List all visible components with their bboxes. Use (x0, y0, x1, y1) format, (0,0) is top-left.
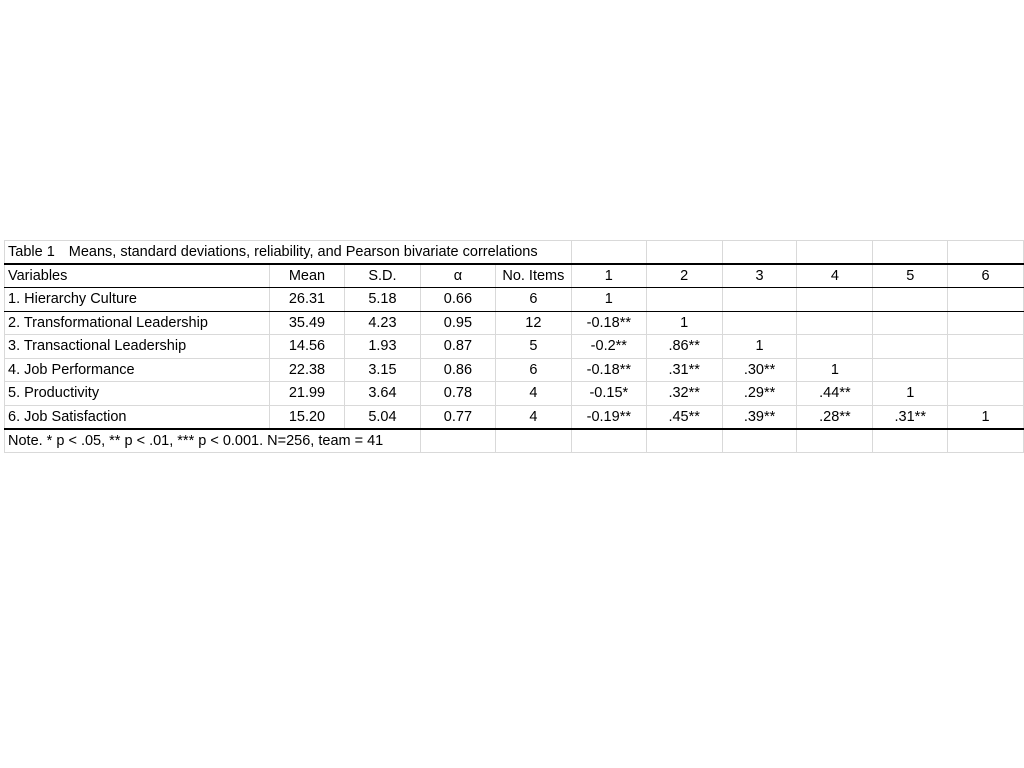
header-cell-corr-4[interactable]: 4 (797, 264, 873, 288)
empty-cell[interactable] (873, 429, 948, 453)
sd-cell[interactable]: 4.23 (344, 311, 420, 335)
empty-cell[interactable] (797, 429, 873, 453)
corr-cell[interactable] (646, 288, 722, 312)
header-cell-mean[interactable]: Mean (269, 264, 344, 288)
header-cell-alpha[interactable]: α (420, 264, 495, 288)
corr-cell[interactable] (948, 288, 1024, 312)
corr-cell[interactable]: .30** (722, 358, 797, 382)
corr-cell[interactable]: .31** (873, 405, 948, 429)
corr-cell[interactable]: -0.2** (571, 335, 646, 359)
header-cell-corr-1[interactable]: 1 (571, 264, 646, 288)
correlation-table (4, 240, 1024, 453)
table-title-cell[interactable] (5, 241, 572, 265)
sd-cell[interactable]: 5.04 (344, 405, 420, 429)
sd-cell[interactable]: 3.64 (344, 382, 420, 406)
mean-cell[interactable]: 35.49 (269, 311, 344, 335)
table-row (5, 382, 1024, 406)
sd-cell[interactable]: 3.15 (344, 358, 420, 382)
no-items-cell[interactable]: 6 (495, 358, 571, 382)
corr-cell[interactable]: 1 (948, 405, 1024, 429)
corr-cell[interactable] (722, 288, 797, 312)
corr-cell[interactable]: .45** (646, 405, 722, 429)
empty-cell[interactable] (646, 241, 722, 265)
corr-cell[interactable] (722, 311, 797, 335)
corr-cell[interactable]: .39** (722, 405, 797, 429)
table-row (5, 405, 1024, 429)
corr-cell[interactable]: 1 (722, 335, 797, 359)
table-title-label: Table 1 (8, 244, 55, 260)
title-row (5, 241, 1024, 265)
corr-cell[interactable]: -0.18** (571, 311, 646, 335)
no-items-cell[interactable]: 4 (495, 405, 571, 429)
mean-cell[interactable]: 26.31 (269, 288, 344, 312)
alpha-cell[interactable]: 0.87 (420, 335, 495, 359)
corr-cell[interactable] (873, 288, 948, 312)
mean-cell[interactable]: 14.56 (269, 335, 344, 359)
alpha-cell[interactable]: 0.66 (420, 288, 495, 312)
corr-cell[interactable]: .44** (797, 382, 873, 406)
corr-cell[interactable]: .28** (797, 405, 873, 429)
corr-cell[interactable]: .86** (646, 335, 722, 359)
empty-cell[interactable] (571, 241, 646, 265)
variable-name-cell[interactable]: 2. Transformational Leadership (5, 311, 270, 335)
header-cell-corr-2[interactable]: 2 (646, 264, 722, 288)
corr-cell[interactable]: .32** (646, 382, 722, 406)
corr-cell[interactable]: 1 (797, 358, 873, 382)
no-items-cell[interactable]: 6 (495, 288, 571, 312)
alpha-cell[interactable]: 0.95 (420, 311, 495, 335)
no-items-cell[interactable]: 4 (495, 382, 571, 406)
corr-cell[interactable]: 1 (873, 382, 948, 406)
sd-cell[interactable]: 1.93 (344, 335, 420, 359)
table-row (5, 311, 1024, 335)
corr-cell[interactable]: 1 (646, 311, 722, 335)
variable-name-cell[interactable]: 6. Job Satisfaction (5, 405, 270, 429)
empty-cell[interactable] (948, 429, 1024, 453)
corr-cell[interactable] (797, 288, 873, 312)
empty-cell[interactable] (722, 429, 797, 453)
header-cell-variables[interactable]: Variables (5, 264, 270, 288)
corr-cell[interactable] (797, 335, 873, 359)
empty-cell[interactable] (948, 241, 1024, 265)
corr-cell[interactable] (873, 335, 948, 359)
table-row (5, 358, 1024, 382)
alpha-cell[interactable]: 0.86 (420, 358, 495, 382)
variable-name-cell[interactable]: 4. Job Performance (5, 358, 270, 382)
table-row (5, 288, 1024, 312)
header-cell-no-items[interactable]: No. Items (495, 264, 571, 288)
header-cell-corr-6[interactable]: 6 (948, 264, 1024, 288)
corr-cell[interactable]: 1 (571, 288, 646, 312)
corr-cell[interactable] (948, 335, 1024, 359)
corr-cell[interactable] (873, 358, 948, 382)
corr-cell[interactable]: .29** (722, 382, 797, 406)
header-row (5, 264, 1024, 288)
alpha-cell[interactable]: 0.78 (420, 382, 495, 406)
sd-cell[interactable]: 5.18 (344, 288, 420, 312)
table-note[interactable]: Note. * p < .05, ** p < .01, *** p < 0.001. N=256, team = 41 (5, 429, 421, 453)
mean-cell[interactable]: 15.20 (269, 405, 344, 429)
alpha-cell[interactable]: 0.77 (420, 405, 495, 429)
note-row (5, 429, 1024, 453)
corr-cell[interactable] (948, 311, 1024, 335)
table-title-text: Means, standard deviations, reliability, and Pearson bivariate correlations (68, 244, 538, 260)
corr-cell[interactable]: -0.19** (571, 405, 646, 429)
header-cell-corr-3[interactable]: 3 (722, 264, 797, 288)
no-items-cell[interactable]: 12 (495, 311, 571, 335)
empty-cell[interactable] (571, 429, 646, 453)
corr-cell[interactable]: .31** (646, 358, 722, 382)
corr-cell[interactable] (873, 311, 948, 335)
corr-cell[interactable] (797, 311, 873, 335)
corr-cell[interactable] (948, 358, 1024, 382)
header-cell-sd[interactable]: S.D. (344, 264, 420, 288)
table-row (5, 335, 1024, 359)
mean-cell[interactable]: 22.38 (269, 358, 344, 382)
corr-cell[interactable]: -0.18** (571, 358, 646, 382)
variable-name-cell[interactable]: 1. Hierarchy Culture (5, 288, 270, 312)
corr-cell[interactable] (948, 382, 1024, 406)
no-items-cell[interactable]: 5 (495, 335, 571, 359)
variable-name-cell[interactable]: 3. Transactional Leadership (5, 335, 270, 359)
empty-cell[interactable] (420, 429, 495, 453)
variable-name-cell[interactable]: 5. Productivity (5, 382, 270, 406)
empty-cell[interactable] (722, 241, 797, 265)
corr-cell[interactable]: -0.15* (571, 382, 646, 406)
empty-cell[interactable] (495, 429, 571, 453)
empty-cell[interactable] (646, 429, 722, 453)
empty-cell[interactable] (873, 241, 948, 265)
header-cell-corr-5[interactable]: 5 (873, 264, 948, 288)
mean-cell[interactable]: 21.99 (269, 382, 344, 406)
empty-cell[interactable] (797, 241, 873, 265)
